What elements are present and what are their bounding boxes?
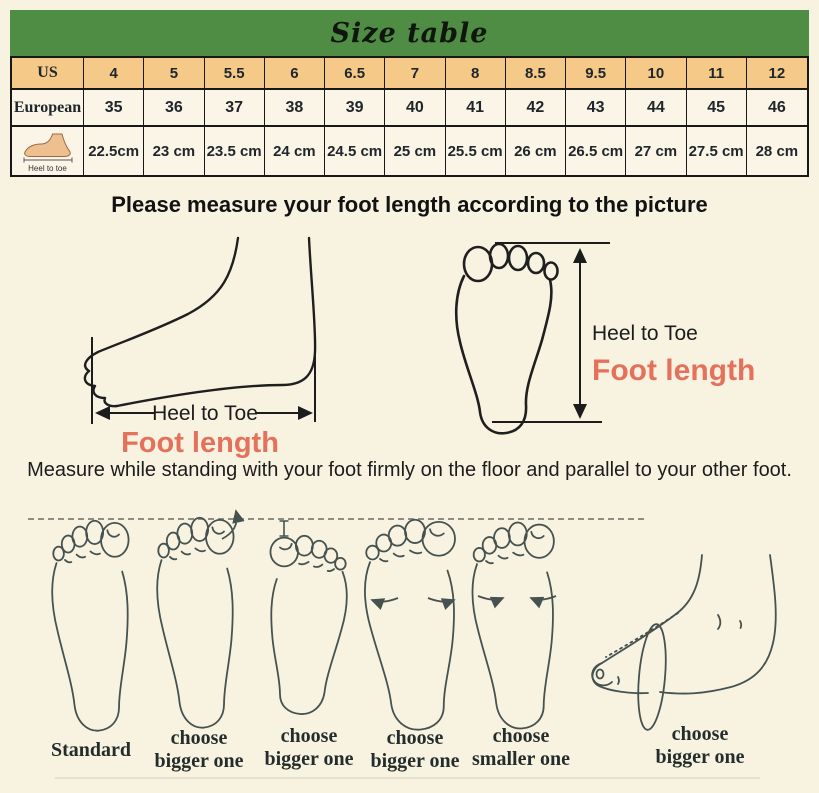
us-size-cell: 4: [84, 58, 144, 90]
measure-line: [24, 158, 72, 163]
eu-size-cell: 38: [265, 90, 325, 127]
foot-icon-caption: Heel to toe: [28, 164, 67, 173]
us-size-cell: 8: [446, 58, 506, 90]
measure-instruction-title: Please measure your foot length according to the picture: [111, 192, 708, 217]
eu-size-cell: 40: [385, 90, 445, 127]
eu-size-cell: 41: [446, 90, 506, 127]
length-cell: 26.5 cm: [566, 127, 626, 175]
us-size-cell: 6: [265, 58, 325, 90]
us-size-cell: 6.5: [325, 58, 385, 90]
eu-size-cell: 39: [325, 90, 385, 127]
us-size-cell: 7: [385, 58, 445, 90]
wide-foot-arrows: [372, 598, 454, 602]
us-size-cell: 8.5: [506, 58, 566, 90]
foot-side-view-diagram: [68, 232, 338, 467]
length-cell: 22.5cm: [84, 127, 144, 175]
eu-size-cell: 35: [84, 90, 144, 127]
heel-to-toe-label: Heel to Toe: [152, 402, 258, 425]
fit-label-standard: Standard: [50, 739, 132, 761]
narrow-foot-arrows: [478, 596, 556, 600]
foot-standard: [52, 521, 128, 731]
foot-narrow: [472, 522, 553, 728]
eu-size-cell: 45: [687, 90, 747, 127]
foot-short-with-gap: [270, 536, 346, 714]
foot-sole-view-diagram: [440, 228, 780, 448]
size-table: [10, 56, 809, 177]
eu-size-cell: 36: [144, 90, 204, 127]
length-cell: 28 cm: [755, 142, 799, 160]
measure-note: Measure while standing with your foot firmly on the floor and parallel to your other foot.: [27, 459, 792, 481]
foot-high-instep: [592, 555, 776, 731]
row-label-heel-to-toe: [12, 127, 84, 175]
eu-size-cell: 37: [205, 90, 265, 127]
eu-size-cell: 43: [566, 90, 626, 127]
us-size-cell: 11: [687, 58, 747, 90]
length-cell: 23 cm: [144, 127, 204, 175]
row-label-us: US: [12, 58, 84, 90]
us-size-cell: 5: [144, 58, 204, 90]
fit-label-bigger-2: choose bigger one: [264, 725, 354, 770]
us-size-cell: 12: [747, 58, 807, 90]
length-cell: 24 cm: [265, 127, 325, 175]
foot-shape: [24, 134, 70, 157]
length-cell: 23.5 cm: [205, 127, 265, 175]
length-cell: 27.5 cm: [687, 127, 747, 175]
foot-length-label: Foot length: [592, 354, 756, 387]
length-cell: 24.5 cm: [325, 127, 385, 175]
eu-size-cell: 46: [747, 90, 807, 127]
fit-label-bigger-1: choose bigger one: [154, 727, 244, 772]
size-table-header: [10, 10, 809, 56]
heel-to-toe-label: Heel to Toe: [592, 322, 698, 345]
size-table-title: Size table: [330, 17, 489, 49]
length-cell: 27 cm: [626, 127, 686, 175]
us-size-cell: 9.5: [566, 58, 626, 90]
length-cell: 25.5 cm: [446, 127, 506, 175]
bottom-divider: [55, 777, 760, 779]
us-size-cell: 10: [626, 58, 686, 90]
side-foot-outline: [85, 238, 315, 406]
fit-label-smaller: choose smaller one: [472, 725, 570, 770]
row-label-european: European: [12, 90, 84, 127]
foot-side-icon: [21, 131, 75, 163]
fit-label-bigger-3: choose bigger one: [370, 727, 460, 772]
eu-size-cell: 44: [626, 90, 686, 127]
toe-gap-measure-mark: [280, 521, 289, 536]
foot-wide: [365, 520, 455, 730]
length-cell: 26 cm: [506, 127, 566, 175]
eu-size-cell: 42: [506, 90, 566, 127]
foot-length-label: Foot length: [121, 427, 279, 459]
us-size-cell: 5.5: [205, 58, 265, 90]
sole-foot-outline: [456, 244, 557, 433]
length-cell: 25 cm: [385, 127, 445, 175]
fit-label-bigger-4: choose bigger one: [655, 723, 745, 768]
foot-long-big-toe: [157, 518, 233, 728]
